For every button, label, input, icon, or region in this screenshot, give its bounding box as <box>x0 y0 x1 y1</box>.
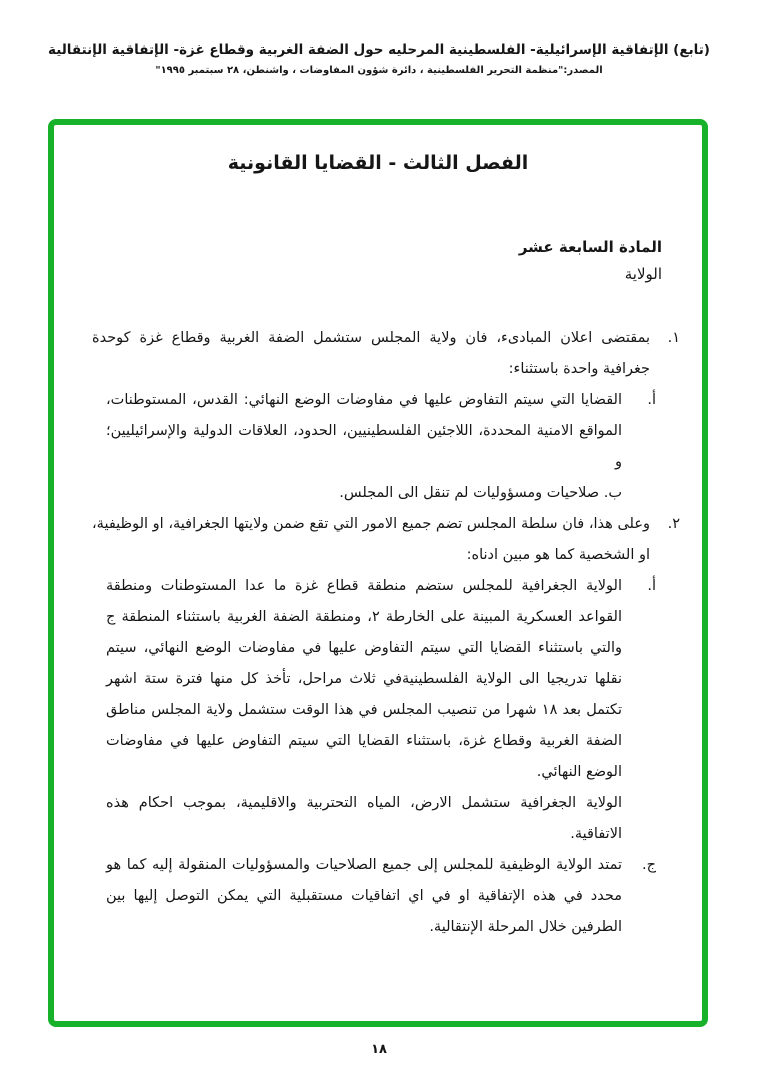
article-number: المادة السابعة عشر <box>518 238 662 256</box>
page-number: ١٨ <box>371 1042 387 1057</box>
list-item-1-text: بمقتضى اعلان المبادىء، فان ولاية المجلس ستشمل الضفة الغربية وقطاع غزة كوحدة جغرافية واحدة باستثناء: <box>92 330 650 377</box>
page-header <box>0 42 758 76</box>
list-item-2c <box>106 850 656 943</box>
list-item-2c-text: تمتد الولاية الوظيفية للمجلس إلى جميع الصلاحيات والمسؤوليات المنقولة إليه كما هو محدد في هذه الإتفاقية او في اي اتفاقيات مستقبلية التي يمكن التوصل إليها بين الطرفين خلال المرحلة الإنتقالية. <box>106 857 622 935</box>
list-item-2a-text: الولاية الجغرافية للمجلس ستضم منطقة قطاع غزة ما عدا المستوطنات ومنطقة القواعد العسكرية المبينة على الخارطة ٢، ومنطقة الضفة الغربية باستثناء المنطقة ج والتي باستثناء القضايا التي سيتم التفاوض عليها في مفاوضات الوضع النهائي، سيتم نقلها تدريجيا الى الولاية الفلسطينيةفي ثلاث مراحل، تأخذ كل منها فترة ستة اشهر تكتمل بعد ١٨ شهرا من تنصيب المجلس في هذا الوقت ستشمل ولاية المجلس مناطق الضفة الغربية وقطاع غزة، باستثناء القضايا التي سيتم التفاوض عليها في مفاوضات الوضع النهائي. <box>106 578 622 780</box>
list-item-2a <box>106 571 656 788</box>
list-item-2-marker: ٢. <box>667 516 680 532</box>
article-heading <box>54 238 662 283</box>
list-item-1a-text: القضايا التي سيتم التفاوض عليها في مفاوضات الوضع النهائي: القدس، المستوطنات، المواقع الامنية المحددة، اللاجئين الفلسطينيين، الحدود، العلاقات الدولية والإسرائيليين؛ و <box>106 392 622 470</box>
list-item-1b <box>106 478 656 509</box>
list-item-2c-marker: ج. <box>642 857 656 873</box>
list-item-2-text: وعلى هذا، فان سلطة المجلس تضم جميع الامور التي تقع ضمن ولايتها الجغرافية، او الوظيفية، او الشخصية كما هو مبين ادناه: <box>92 516 650 563</box>
header-title-line: (تابع) الإتفاقية الإسرائيلية- الفلسطينية المرحليه حول الضفة الغربية وقطاع غزة- الإتفاقية الإنتقالية <box>48 42 710 58</box>
list-item-2a-continuation-marker <box>622 788 656 850</box>
list-item-1b-text: ب. صلاحيات ومسؤوليات لم تنقل الى المجلس. <box>339 485 622 501</box>
document-frame <box>48 119 708 1027</box>
list-item-2a-marker: أ. <box>647 578 656 594</box>
list-item-2a-continuation <box>106 788 656 850</box>
list-item-2 <box>92 509 680 571</box>
list-item-1 <box>92 323 680 385</box>
article-name: الولاية <box>624 265 662 283</box>
list-item-1b-marker <box>622 478 656 509</box>
list-item-1-marker: ١. <box>667 330 680 346</box>
header-source-line: المصدر:"منظمة التحرير الفلسطينية ، دائرة شؤون المفاوضات ، واشنطن، ٢٨ سبتمبر ١٩٩٥" <box>155 65 603 76</box>
list-item-1a <box>106 385 656 478</box>
chapter-title: الفصل الثالث - القضايا القانونية <box>227 152 529 174</box>
article-body <box>92 323 680 943</box>
list-item-2a-continuation-text: الولاية الجغرافية ستشمل الارض، المياه التحتربية والاقليمية، بموجب احكام هذه الاتفاقية. <box>106 795 622 842</box>
list-item-1a-marker: أ. <box>647 392 656 408</box>
